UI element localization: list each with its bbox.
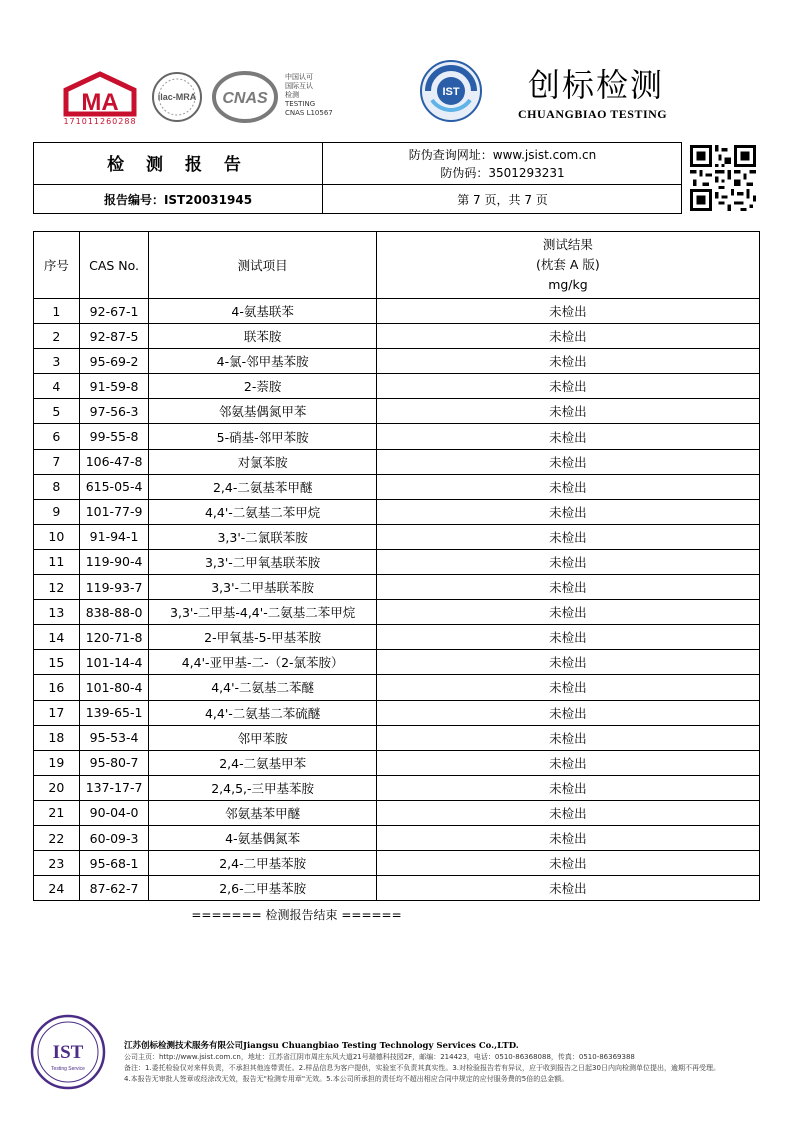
cell-cas: 95-69-2 xyxy=(79,349,149,374)
cell-item: 2,4,5,-三甲基苯胺 xyxy=(149,775,376,800)
cell-cas: 139-65-1 xyxy=(79,700,149,725)
svg-text:Testing Service: Testing Service xyxy=(51,1066,85,1072)
cell-item: 4-氯-邻甲基苯胺 xyxy=(149,349,376,374)
cell-item: 邻氨基苯甲醚 xyxy=(149,800,376,825)
cell-result: 未检出 xyxy=(376,575,759,600)
cell-no: 20 xyxy=(34,775,80,800)
cell-item: 邻甲苯胺 xyxy=(149,725,376,750)
table-row xyxy=(34,424,760,449)
cell-result: 未检出 xyxy=(376,474,759,499)
cell-result: 未检出 xyxy=(376,549,759,574)
cell-item: 对氯苯胺 xyxy=(149,449,376,474)
cell-no: 5 xyxy=(34,399,80,424)
cell-cas: 615-05-4 xyxy=(79,474,149,499)
cell-result: 未检出 xyxy=(376,725,759,750)
table-row xyxy=(34,876,760,901)
cell-result: 未检出 xyxy=(376,625,759,650)
table-row xyxy=(34,575,760,600)
cell-no: 10 xyxy=(34,524,80,549)
cell-cas: 95-80-7 xyxy=(79,750,149,775)
ilac-mra-logo xyxy=(150,70,204,124)
cma-number: 171011260288 xyxy=(63,117,137,126)
cell-result: 未检出 xyxy=(376,775,759,800)
table-row xyxy=(34,750,760,775)
cell-cas: 119-90-4 xyxy=(79,549,149,574)
cell-item: 4-氨基偶氮苯 xyxy=(149,825,376,850)
report-title: 检 测 报 告 xyxy=(107,155,249,175)
table-row xyxy=(34,650,760,675)
cell-result: 未检出 xyxy=(376,499,759,524)
cell-cas: 137-17-7 xyxy=(79,775,149,800)
table-row xyxy=(34,524,760,549)
cell-result: 未检出 xyxy=(376,524,759,549)
cell-item: 2,6-二甲基苯胺 xyxy=(149,876,376,901)
cell-cas: 91-59-8 xyxy=(79,374,149,399)
cell-result: 未检出 xyxy=(376,299,759,324)
cma-logo xyxy=(58,70,142,124)
results-table xyxy=(33,231,760,901)
table-row xyxy=(34,851,760,876)
cell-result: 未检出 xyxy=(376,349,759,374)
cell-item: 5-硝基-邻甲苯胺 xyxy=(149,424,376,449)
svg-text:IST: IST xyxy=(442,86,460,98)
cell-item: 2,4-二氨基甲苯 xyxy=(149,750,376,775)
ist-logo xyxy=(418,58,484,124)
cell-cas: 91-94-1 xyxy=(79,524,149,549)
anti-fake-url[interactable]: 防伪查询网址：www.jsist.com.cn xyxy=(408,148,597,162)
cell-cas: 838-88-0 xyxy=(79,600,149,625)
table-row xyxy=(34,399,760,424)
brand-name-cn: 创标检测 xyxy=(528,66,665,104)
header-result: 测试结果 (枕套 A 版) mg/kg xyxy=(376,232,759,299)
cell-item: 联苯胺 xyxy=(149,324,376,349)
cell-result: 未检出 xyxy=(376,374,759,399)
table-row xyxy=(34,299,760,324)
footer-note: 备注：1.委托检验仅对来样负责，不承担其他连带责任。2.样品信息为客户提供，实验室不负责其真实性。3.对检验报告若有异议，应于收到报告之日起30日内向检测单位提出，逾期不再受理。 xyxy=(124,1064,720,1072)
cell-no: 11 xyxy=(34,549,80,574)
table-header-row xyxy=(34,232,760,299)
cell-no: 13 xyxy=(34,600,80,625)
cell-no: 19 xyxy=(34,750,80,775)
cell-cas: 97-56-3 xyxy=(79,399,149,424)
cell-cas: 92-87-5 xyxy=(79,324,149,349)
cell-cas: 90-04-0 xyxy=(79,800,149,825)
cell-item: 3,3'-二氯联苯胺 xyxy=(149,524,376,549)
cell-cas: 87-62-7 xyxy=(79,876,149,901)
cell-no: 9 xyxy=(34,499,80,524)
table-row xyxy=(34,549,760,574)
cell-item: 3,3'-二甲氧基联苯胺 xyxy=(149,549,376,574)
table-row xyxy=(34,700,760,725)
cell-result: 未检出 xyxy=(376,876,759,901)
footer-note: 4.本报告无审批人签章或经涂改无效，报告无"检测专用章"无效。5.本公司所承担的责任均不超出相应合同中规定的应付服务费的5倍的总金额。 xyxy=(124,1075,569,1083)
table-row xyxy=(34,800,760,825)
cell-result: 未检出 xyxy=(376,750,759,775)
cell-cas: 99-55-8 xyxy=(79,424,149,449)
cell-cas: 95-53-4 xyxy=(79,725,149,750)
cell-cas: 95-68-1 xyxy=(79,851,149,876)
cell-result: 未检出 xyxy=(376,825,759,850)
cell-no: 3 xyxy=(34,349,80,374)
cell-no: 22 xyxy=(34,825,80,850)
cell-no: 18 xyxy=(34,725,80,750)
table-row xyxy=(34,449,760,474)
cell-no: 17 xyxy=(34,700,80,725)
table-row xyxy=(34,374,760,399)
cell-item: 2-甲氧基-5-甲基苯胺 xyxy=(149,625,376,650)
cell-result: 未检出 xyxy=(376,424,759,449)
anti-fake-code: 防伪码：3501293231 xyxy=(440,166,565,180)
cell-no: 12 xyxy=(34,575,80,600)
cell-cas: 106-47-8 xyxy=(79,449,149,474)
header-divider xyxy=(33,184,682,185)
cell-result: 未检出 xyxy=(376,700,759,725)
cell-result: 未检出 xyxy=(376,800,759,825)
cell-item: 4-氨基联苯 xyxy=(149,299,376,324)
cnas-logo xyxy=(212,70,278,124)
cell-cas: 101-77-9 xyxy=(79,499,149,524)
cell-cas: 119-93-7 xyxy=(79,575,149,600)
cell-item: 4,4'-亚甲基-二-（2-氯苯胺） xyxy=(149,650,376,675)
footer-contact: 公司主页：http://www.jsist.com.cn，地址：江苏省江阴市周庄东风大道21号瑞德科技园2F，邮编：214423，电话：0510-86368088，传真：0510-86369388 xyxy=(124,1053,635,1061)
page-info: 第 7 页，共 7 页 xyxy=(457,193,548,207)
table-row xyxy=(34,725,760,750)
cell-no: 16 xyxy=(34,675,80,700)
cell-no: 2 xyxy=(34,324,80,349)
cell-no: 7 xyxy=(34,449,80,474)
table-row xyxy=(34,675,760,700)
cell-result: 未检出 xyxy=(376,449,759,474)
svg-text:IST: IST xyxy=(52,1042,84,1063)
table-row xyxy=(34,474,760,499)
cell-no: 8 xyxy=(34,474,80,499)
cell-result: 未检出 xyxy=(376,324,759,349)
cell-no: 6 xyxy=(34,424,80,449)
cell-cas: 92-67-1 xyxy=(79,299,149,324)
cell-cas: 101-80-4 xyxy=(79,675,149,700)
table-row xyxy=(34,625,760,650)
header-no: 序号 xyxy=(34,232,80,299)
cell-no: 15 xyxy=(34,650,80,675)
table-row xyxy=(34,499,760,524)
cell-no: 14 xyxy=(34,625,80,650)
cell-item: 2,4-二氨基苯甲醚 xyxy=(149,474,376,499)
cell-item: 2-萘胺 xyxy=(149,374,376,399)
table-row xyxy=(34,324,760,349)
svg-text:ilac-MRA: ilac-MRA xyxy=(157,92,197,102)
cell-item: 邻氨基偶氮甲苯 xyxy=(149,399,376,424)
qr-code-icon xyxy=(690,145,756,211)
cell-item: 4,4'-二氨基二苯醚 xyxy=(149,675,376,700)
table-row xyxy=(34,349,760,374)
cell-item: 2,4-二甲基苯胺 xyxy=(149,851,376,876)
cell-item: 4,4'-二氨基二苯甲烷 xyxy=(149,499,376,524)
cell-cas: 60-09-3 xyxy=(79,825,149,850)
report-end-marker: ======= 检测报告结束 ====== xyxy=(191,908,402,922)
cell-result: 未检出 xyxy=(376,851,759,876)
table-row xyxy=(34,600,760,625)
cell-no: 21 xyxy=(34,800,80,825)
cnas-caption: 中国认可 国际互认 检测 TESTING CNAS L10567 xyxy=(285,73,333,117)
cell-item: 3,3'-二甲基联苯胺 xyxy=(149,575,376,600)
cell-cas: 101-14-4 xyxy=(79,650,149,675)
cell-result: 未检出 xyxy=(376,600,759,625)
cell-item: 4,4'-二氨基二苯硫醚 xyxy=(149,700,376,725)
cell-result: 未检出 xyxy=(376,650,759,675)
cell-no: 23 xyxy=(34,851,80,876)
cell-item: 3,3'-二甲基-4,4'-二氨基二苯甲烷 xyxy=(149,600,376,625)
company-seal-icon xyxy=(30,1014,106,1090)
cell-no: 1 xyxy=(34,299,80,324)
svg-text:CNAS: CNAS xyxy=(222,90,268,107)
header-cas: CAS No. xyxy=(79,232,149,299)
table-row xyxy=(34,825,760,850)
svg-text:MA: MA xyxy=(81,89,119,116)
footer-company: 江苏创标检测技术服务有限公司Jiangsu Chuangbiao Testing Technology Services Co.,LTD. xyxy=(124,1041,519,1051)
cell-result: 未检出 xyxy=(376,399,759,424)
table-row xyxy=(34,775,760,800)
cell-result: 未检出 xyxy=(376,675,759,700)
header-item: 测试项目 xyxy=(149,232,376,299)
cell-no: 24 xyxy=(34,876,80,901)
cell-cas: 120-71-8 xyxy=(79,625,149,650)
cell-no: 4 xyxy=(34,374,80,399)
brand-name-en: CHUANGBIAO TESTING xyxy=(518,107,668,121)
report-number: 报告编号：IST20031945 xyxy=(103,193,253,207)
